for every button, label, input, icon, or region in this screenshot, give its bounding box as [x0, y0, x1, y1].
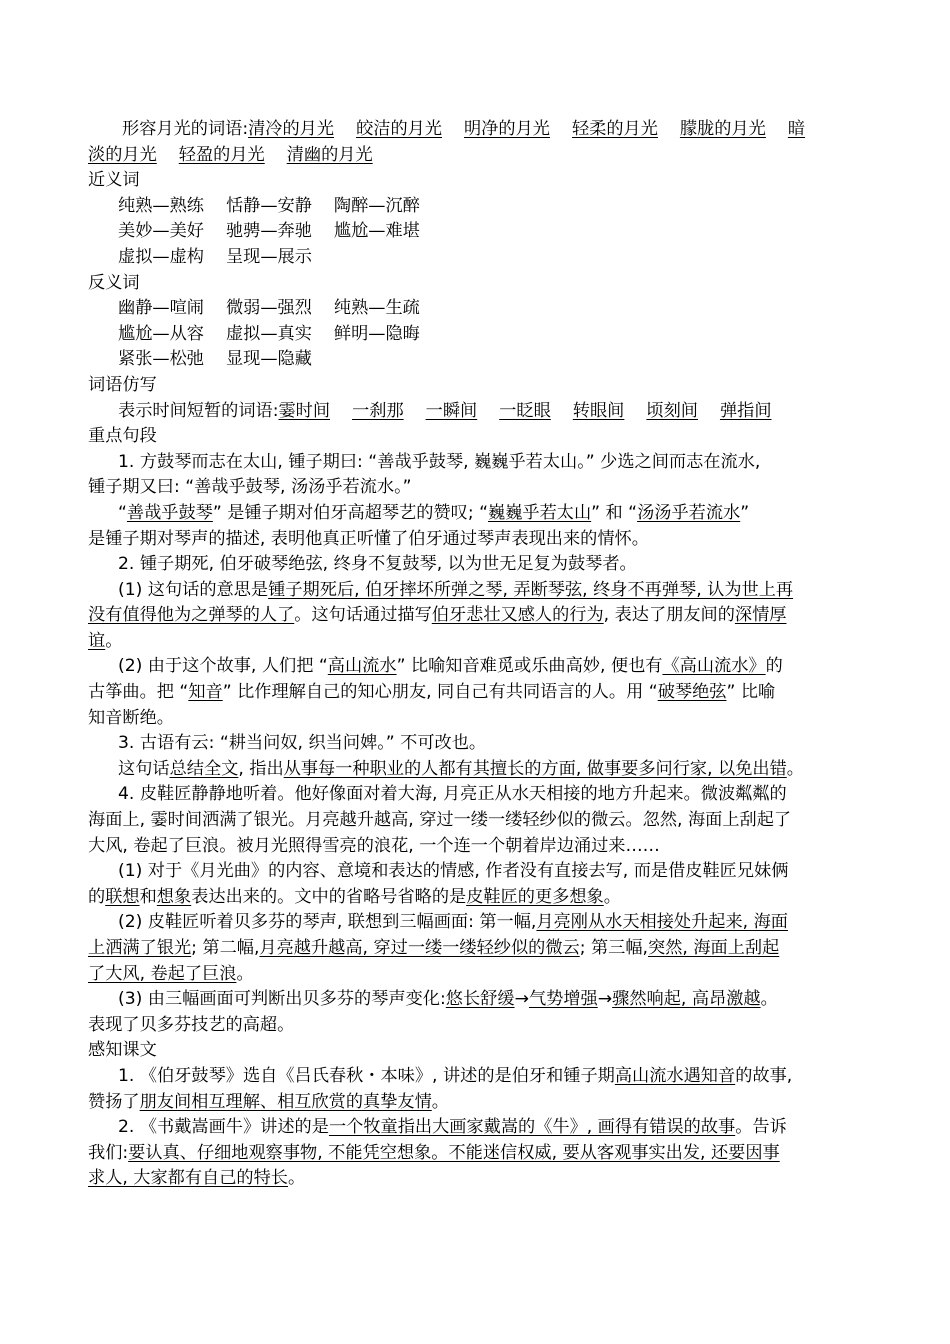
- imitation-label: 表示时间短暂的词语:: [118, 400, 279, 421]
- moonlight-word: 轻柔的月光: [571, 119, 658, 139]
- answer-text: 一个牧童指出大画家戴嵩的《牛》, 画得有错误的故事: [328, 1117, 736, 1138]
- text: ” 比喻: [726, 682, 776, 703]
- text: 这句话: [118, 758, 170, 779]
- synonym-pair: 驰骋—奔驰: [225, 221, 312, 242]
- imitation-word: 弹指间: [719, 400, 772, 421]
- text: 。: [431, 1091, 449, 1112]
- key-p2-line: [88, 603, 860, 629]
- imitation-word: 霎时间: [278, 400, 331, 421]
- imitation-word: 一瞬间: [425, 400, 478, 421]
- antonym-pair: 紧张—松弛: [118, 349, 204, 370]
- answer-text: 了大风, 卷起了巨浪: [88, 963, 237, 984]
- synonym-pair: 纯熟—熟练: [118, 195, 204, 216]
- key-p4-line: [88, 885, 860, 911]
- key-p4-line: 表现了贝多芬技艺的高超。: [88, 1014, 295, 1035]
- synonym-pair: 呈现—展示: [225, 246, 312, 267]
- key-p4-line: (1) 对于《月光曲》的内容、意境和表达的情感, 作者没有直接去写, 而是借皮鞋匠兄妹俩: [118, 861, 789, 882]
- text: 1. 《伯牙鼓琴》选自《吕氏春秋・本味》, 讲述的是伯牙和锺子期: [118, 1065, 615, 1086]
- text: 赞扬了: [88, 1091, 140, 1112]
- answer-text: 想象: [156, 886, 192, 907]
- answer-text: 知音: [188, 682, 223, 703]
- moonlight-label: 形容月光的词语:: [122, 119, 249, 139]
- text: 我们:: [88, 1142, 129, 1163]
- imitation-word: 一刹那: [352, 400, 404, 421]
- answer-text: 朋友间相互理解、相互欣赏的真挚友情: [139, 1091, 432, 1112]
- text: ”: [740, 502, 750, 523]
- key-passages-heading: 重点句段: [88, 426, 157, 447]
- key-p4-line: [88, 936, 860, 962]
- answer-text: 善哉乎鼓琴: [126, 502, 213, 523]
- text: ; 第二幅,: [191, 938, 260, 958]
- answer-text: 伯牙悲壮又感人的行为: [431, 605, 604, 626]
- antonym-pair: 显现—隐藏: [225, 349, 312, 370]
- key-p2-line: [88, 629, 860, 655]
- answer-text: 总结全文: [169, 758, 239, 779]
- text: “: [118, 502, 127, 523]
- synonym-pair: 恬静—安静: [225, 195, 312, 216]
- key-p1-line: 锺子期又曰: “善哉乎鼓琴, 汤汤乎若流水。”: [88, 477, 412, 498]
- key-p2-line: [88, 680, 860, 706]
- imitation-word: 顷刻间: [646, 400, 698, 421]
- text: 的: [88, 886, 106, 907]
- perception-p1-line: [88, 1064, 860, 1090]
- text: 2. 《书戴嵩画牛》讲述的是: [118, 1117, 329, 1138]
- synonyms-heading: 近义词: [88, 170, 140, 191]
- text: (1) 这句话的意思是: [118, 579, 269, 600]
- key-p1-line: 是锺子期对琴声的描述, 表明他真正听懂了伯牙通过琴声表现出来的情怀。: [88, 528, 649, 549]
- antonym-pair: 纯熟—生疏: [333, 298, 420, 319]
- perception-p2-line: [88, 1141, 860, 1167]
- imitation-heading: 词语仿写: [88, 374, 157, 395]
- imitation-word: 一眨眼: [499, 400, 551, 421]
- synonym-row: [88, 219, 860, 245]
- text: 的: [765, 656, 783, 677]
- antonym-pair: 幽静—喧闹: [118, 298, 204, 319]
- text: 古筝曲。把 “: [88, 682, 189, 703]
- answer-text: 求人, 大家都有自己的特长: [88, 1168, 288, 1189]
- answer-text: 上洒满了银光: [88, 938, 192, 958]
- answer-text: 月亮刚从水天相接处升起来, 海面: [536, 912, 788, 933]
- moonlight-word: 朦胧的月光: [679, 119, 766, 139]
- answer-text: 骤然响起, 高昂激越: [612, 989, 761, 1010]
- moonlight-word: 清冷的月光: [248, 119, 335, 139]
- perception-p1-line: [88, 1090, 860, 1116]
- synonym-row: [88, 194, 860, 220]
- answer-text: 要认真、仔细地观察事物, 不能凭空想象。不能迷信权威, 要从客观事实出发, 还要因事: [128, 1142, 780, 1163]
- synonym-pair: 陶醉—沉醉: [333, 195, 420, 216]
- moonlight-words-line1: [88, 117, 860, 143]
- text: (3) 由三幅画面可判断出贝多芬的琴声变化:: [118, 989, 446, 1010]
- answer-text: 皮鞋匠的更多想象: [466, 886, 604, 907]
- text: ; 第三幅,: [579, 938, 649, 958]
- key-p4-line: [88, 910, 860, 936]
- moonlight-word: 皎洁的月光: [356, 119, 443, 139]
- antonyms-heading: 反义词: [88, 272, 140, 293]
- text: ” 比喻知音难觅或乐曲高妙, 便也有: [396, 656, 663, 677]
- text: 。: [603, 886, 621, 907]
- text: 表达出来的。文中的省略号省略的是: [191, 886, 467, 907]
- text: 的故事,: [735, 1065, 793, 1086]
- key-p4-line: 4. 皮鞋匠静静地听着。他好像面对着大海, 月亮正从水天相接的地方升起来。微波粼粼的: [118, 784, 787, 805]
- key-p3-line: 3. 古语有云: “耕当问奴, 织当问婢。” 不可改也。: [118, 733, 487, 754]
- text: 。: [236, 963, 254, 984]
- moonlight-word: 轻盈的月光: [178, 144, 265, 165]
- synonym-pair: 美妙—美好: [118, 221, 204, 242]
- key-p4-line: [88, 962, 860, 988]
- key-p1-line: [88, 501, 860, 527]
- key-p4-line: [88, 987, 860, 1013]
- perception-heading: 感知课文: [88, 1040, 157, 1061]
- answer-text: 突然, 海面上刮起: [648, 938, 780, 958]
- text: ” 是锺子期对伯牙高超琴艺的赞叹; “: [212, 502, 489, 523]
- answer-text: 没有值得他为之弹琴的人了: [88, 605, 295, 626]
- text: 。告诉: [735, 1117, 787, 1138]
- antonym-pair: 尴尬—从容: [118, 323, 204, 344]
- text: 。这句话通过描写: [294, 605, 432, 626]
- answer-text: 高山流水遇知音: [614, 1065, 736, 1086]
- antonym-row: [88, 322, 860, 348]
- moonlight-word: 暗: [787, 119, 806, 139]
- key-p2-line: 2. 锺子期死, 伯牙破琴绝弦, 终身不复鼓琴, 以为世无足复为鼓琴者。: [118, 554, 637, 575]
- answer-text: 联想: [105, 886, 140, 907]
- imitation-word: 转眼间: [572, 400, 625, 421]
- answer-text: 深情厚: [734, 605, 787, 626]
- text: , 指出: [238, 758, 284, 779]
- key-p4-line: 大风, 卷起了巨浪。被月光照得雪亮的浪花, 一个连一个朝着岸边涌过来……: [88, 835, 660, 856]
- answer-text: 月亮越升越高, 穿过一缕一缕轻纱似的微云: [259, 938, 580, 958]
- synonym-pair: 虚拟—虚构: [118, 246, 204, 267]
- answer-text: 巍巍乎若太山: [488, 502, 592, 523]
- key-p4-line: 海面上, 霎时间洒满了银光。月亮越升越高, 穿过一缕一缕轻纱似的微云。忽然, 海面上刮起了: [88, 810, 792, 831]
- answer-text: 高山流水: [327, 656, 397, 677]
- key-p2-line: 知音断绝。: [88, 707, 174, 728]
- key-p2-line: [88, 578, 860, 604]
- antonym-pair: 微弱—强烈: [225, 298, 312, 319]
- key-p3-line: [88, 757, 860, 783]
- synonym-row: [88, 245, 860, 271]
- answer-text: 破琴绝弦: [657, 682, 727, 703]
- perception-p2-line: [88, 1115, 860, 1141]
- moonlight-word: 淡的月光: [88, 144, 157, 165]
- perception-p2-line: [88, 1166, 860, 1192]
- moonlight-word: 清幽的月光: [286, 144, 373, 165]
- key-p1-line: 1. 方鼓琴而志在太山, 锺子期曰: “善哉乎鼓琴, 巍巍乎若太山。” 少选之间而志在流水,: [118, 451, 761, 472]
- text: 。: [760, 989, 778, 1010]
- text: (2) 皮鞋匠听着贝多芬的琴声, 联想到三幅画面: 第一幅,: [118, 912, 537, 933]
- arrow-icon: →: [514, 989, 529, 1010]
- antonym-row: [88, 296, 860, 322]
- answer-text: 从事每一种职业的人都有其擅长的方面, 做事要多问行家, 以免出错: [283, 758, 787, 779]
- answer-text: 悠长舒缓: [445, 989, 515, 1010]
- arrow-icon: →: [597, 989, 613, 1010]
- imitation-words: [88, 399, 860, 425]
- antonym-row: [88, 347, 860, 373]
- text: 。: [288, 1168, 306, 1189]
- text: 和: [139, 886, 157, 907]
- key-p2-line: [88, 654, 860, 680]
- answer-text: 《高山流水》: [662, 656, 766, 677]
- antonym-pair: 鲜明—隐晦: [333, 323, 420, 344]
- document: [88, 117, 860, 1192]
- antonym-pair: 虚拟—真实: [225, 323, 312, 344]
- text: ” 和 “: [591, 502, 638, 523]
- answer-text: 锺子期死后, 伯牙摔坏所弹之琴, 弄断琴弦, 终身不再弹琴, 认为世上再: [268, 579, 794, 600]
- answer-text: 汤汤乎若流水: [637, 502, 741, 523]
- answer-text: 谊: [88, 630, 106, 651]
- synonym-pair: 尴尬—难堪: [333, 221, 420, 242]
- moonlight-word: 明净的月光: [464, 119, 550, 139]
- text: 。: [786, 758, 804, 779]
- text: (2) 由于这个故事, 人们把 “: [118, 656, 328, 677]
- text: 。: [105, 630, 123, 651]
- text: , 表达了朋友间的: [603, 605, 735, 626]
- text: ” 比作理解自己的知心朋友, 同自己有共同语言的人。用 “: [222, 682, 658, 703]
- answer-text: 气势增强: [528, 989, 598, 1010]
- moonlight-words-line2: [88, 143, 860, 169]
